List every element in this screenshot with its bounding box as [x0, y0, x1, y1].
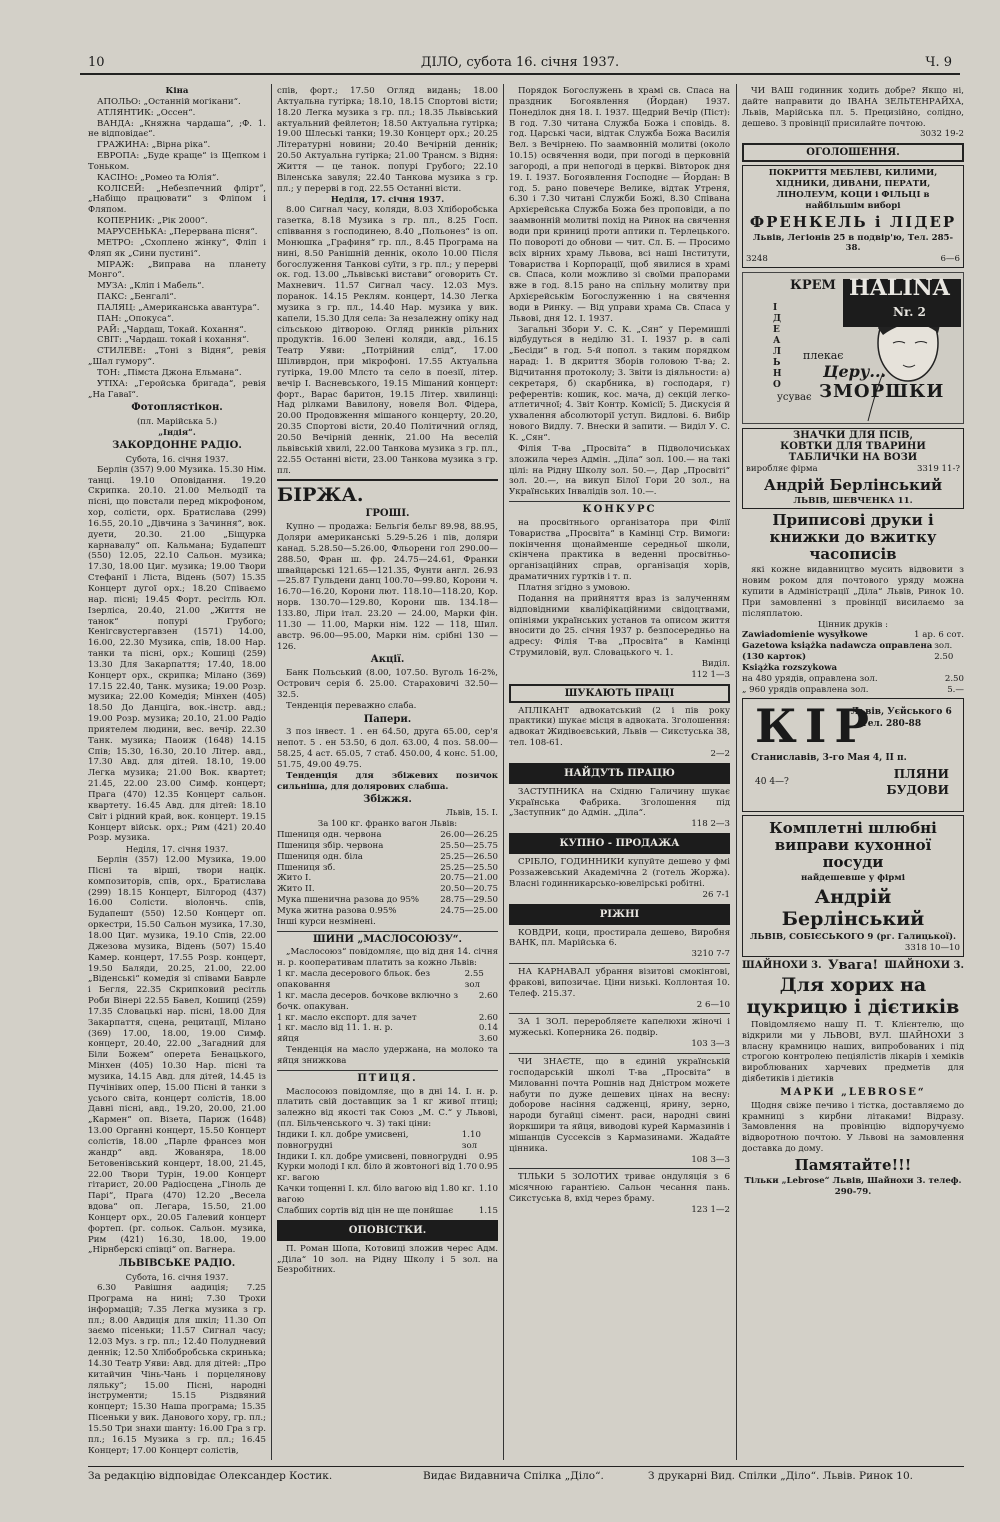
ad-headline: ЛІНОЛЕУМ, КОЦИ і ФІЛЬЦІ в найбільшім виборі	[776, 189, 930, 211]
column-2	[277, 86, 498, 1458]
cinema-entry: СВІТ: „Чардаш. токай і кохання“.	[97, 335, 250, 346]
cinema-entry: РАЙ: „Чардаш, Токай. Кохання“.	[97, 324, 247, 335]
table-row: Індики І. кл. добре умисвені, повногрудні 0.95	[277, 1151, 498, 1162]
forms-headline: Приписові друки і книжки до вжитку часописів	[769, 511, 937, 564]
publisher-line: Видає Видавнича Спілка „Діло“.	[423, 1470, 604, 1482]
cinema-entry: КАСІНО: „Ромео та Юлія“.	[97, 172, 219, 183]
furniture-ad	[742, 165, 964, 268]
contest-signature: Виділ.	[701, 658, 730, 669]
fotoplast-item: „Індія“.	[158, 427, 196, 438]
cinema-entry: ПАН: „Опокуса“.	[97, 313, 175, 324]
cinema-entry: МЕТРО: „Схоплено жінку“, Фліп і Фляп як „Сини пустині“.	[88, 237, 266, 259]
ad-code: 26 7-1	[702, 889, 730, 900]
classified-ad: НА КАРНАВАЛ убрання візитові смокінгові, фракові, випозичає. Ціни низькі. Коллонтая 10. Телеф. 215.37.	[509, 967, 730, 999]
cinema-entry: АТЛЯНТИК: „Оссен“.	[97, 107, 196, 118]
dog-tags-ad	[742, 428, 964, 509]
table-row: Мука пшенична разова до 95% 28.75—29.50	[277, 895, 498, 906]
contest-heading: КОНКУРС	[582, 504, 657, 516]
ad-headline: КОВТКИ ДЛЯ ТВАРИНИ	[780, 440, 926, 452]
ad-headline: ТАБЛИЧКИ НА ВОЗИ	[788, 451, 918, 463]
table-row: яйця 3.60	[277, 1034, 498, 1045]
table-row: 1 кг. масла десеров. бочкове включно з бочк. опакуван. 2.60	[277, 990, 498, 1012]
radio-program: Берлін (357) 9.00 Музика. 15.30 Нім. танці. 19.10 Оповідання. 19.20 Скрипка. 20.10. 21.00 Мельодії та пісні, що повстали перед мікрофоном, хор, солісти, орх. Братислава (299) 16.55, 20.10 „Дівчина з Зачиння“, вок. дуети, 20.30. 21.00 „Біщурка карнавалу“ оп. Кальмана; Будапешт (550) 12.05, 22.10 Сальон. музика; 17.30, 18.00 Циг. музика; 19.00 Твори Стефанії і Ліста, Відень (507) 15.35 Концерт дугої орх.; 18.20 Співаємо нар. пісні; 19.45 Форт. ресітль Юл. Ізерліса, 20.40, 21.00 „Життя не танок“ попурі Грубого; Кенігсвустергавзен (1571) 14.00, 16.00, 22.30 Музика, спів, 18.00 Нар. танки та пісні, орх.; Кошиці (259) 13.30 Для Закарпаття; 17.40, 18.00 Концерт орх., скрипка; Мілано (369) 17.15 22.40, Танк. музика; 19.00 Розр. музика; 22.00 Комедія; Мінхен (405) 18.50 До Данціга, вок.-інстр. авд.; 19.00 Розр. музика; 20.10, 21.00 Радіо приятелем людини, вес. вечір. 22.30 Танк. музика; Паоиж (1648) 14.15 Спів; 15.30, 16.30, 20.10 Літер. авд., 17.30 Авд. для дітей. 18.10, 19.00 Легка музика; 21.00 Вок. квартет; 21.45, 22.00 23.00 Симф. концерт; Прага (470) 12.35 Концерт сальон. квартету. 16.45 Авд. для дітей: 18.10 Світ і рідний край, вок. концерт. 19.15 Концерт військ. орх.; Рим (421) 20.40 Розр. музика.	[88, 464, 266, 844]
kip-tag: ПЛЯНИ	[893, 767, 949, 782]
table-row: Zawiadomienie wysyłkowe 1 ар. 6 сот.	[742, 630, 964, 641]
notices-heading: ОПОВІСТКИ.	[277, 1220, 498, 1241]
table-row: Gazetowa książka nadawcza оправлена (130 карток) зол. 2.50	[742, 641, 954, 663]
maslosoiuz-heading: ШИНИ „МАСЛОСОЮЗУ“.	[312, 933, 463, 945]
general-meeting: Загальні Збори У. С. К. „Сян“ у Перемишлі відбудуться в неділю 31. І. 1937 р. в салі „Бесіди“ в год. 5-й попол. з таким порядком нарад: 1. В дкриття Зборів головою Т-ва; 2. Відчитання протоколу; 3. Звіти із діяльности: а) секретаря, б) скарбника, в) господаря, г) референтів: кошик, кос. мача, д) секцій легко-атлетичної; 4. Звіт Контр. Комісії; 5. Дискусія й ухвалення абсолюторії уступ. Видлові. 6. Вибір нового Видлу. 7. Внески й запити. — Виділ У. С. К. „Сян“.	[509, 324, 730, 443]
classified-ad: ЗАСТУПНИКА на Східню Галичину шукає Українська Фабрика. Зголошення під „Заступник“ до Адмін. „Діла“.	[509, 786, 730, 819]
lebrose-text: Щодня свіже печиво і тістка, доставляємо до крамниці з кирбни літаками! Відразу. Замовлення на провінцію відпоручуємо відворотною почтою. У Львові на замовлення доставка до дому.	[742, 1100, 964, 1155]
price-list-heading: Цінник друків :	[818, 619, 888, 630]
ad-text: найдешевше у фірмі	[800, 873, 906, 884]
remember-headline: Памятайте!!!	[794, 1155, 912, 1174]
kip-address: Станиславів, 3-го Мая 4, ІІ п.	[751, 753, 907, 764]
buy-sell-heading: КУПНО - ПРОДАЖА	[509, 833, 730, 854]
ad-code: 112 1—3	[691, 669, 730, 680]
ad-code: 108 3—3	[691, 1154, 730, 1165]
cinema-heading: Кіна	[165, 86, 189, 96]
table-row: Слабших сортів від цін не ще понйшає 1.15	[277, 1205, 498, 1216]
butter-trend: Тенденція на масло удержана, на молоко та яйця знижкова	[277, 1045, 498, 1066]
papers-heading: Папери.	[363, 713, 412, 725]
table-row: Індики І. кл. добре умисвені, повногрудні 1.10 зол	[277, 1129, 481, 1151]
diabetics-text: Повідомляємо нашу П. Т. Клієнтелю, що відкрили ми у ЛЬВОВІ, ВУЛ. ШАЙНОХИ 3 власну крамницю наших, випробованих і під строгою контролею пеціялістів лікарів і хеміків вироблюваних харчевих предметів для діябетиків і дієтиків	[742, 1019, 964, 1085]
table-row: Жито ІІ. 20.50—20.75	[277, 884, 498, 895]
lebrose-address: ШАЙНОХИ 3.	[742, 960, 822, 971]
ad-code: 3248	[746, 254, 768, 265]
kip-address: Львів, Уєйського 6	[851, 707, 952, 718]
contest-text: Подання на прийняття враз із залученням відповідними кваліфікаційними свідоцтвами, опініями українських установ та описом життя вносити до 25. січня 1937 р. безпосередньо на адресу: Філія Т-ва „Просвіта“ в Камінці Струмиловій, вул. Словацького ч. 1.	[509, 593, 730, 659]
poultry-heading: ПТИЦЯ.	[357, 1072, 418, 1084]
table-row: Пшениця одн. червона 26.00—26.25	[277, 830, 498, 840]
classified-ad: КОВДРИ, коци, простирала дешево, Виробня ВАНК, пл. Марійська 6.	[509, 927, 730, 949]
column-rule	[736, 84, 737, 1460]
classified-ad: ТІЛЬКИ 5 ЗОЛОТИХ триває ондуляція з 6 місячною гарантією. Сальон чесання пань. Сикстуська 8, вхід через браму.	[509, 1172, 730, 1205]
poultry-text: Маслосоюз повідомляє, що в дні 14. І. н. р. платить свій доставщик за 1 кг живої птиці; залежно від якості так Союз „М. С.“ у Львові, (пл. Більченського ч. 3) такі ціни:	[277, 1086, 498, 1130]
cinema-entry: ГРАЖИНА: „Вірна ріка“.	[97, 140, 211, 151]
cinema-entry: ВАНДА: „Княжна чардаша“, ;Ф. 1. не відповідає“.	[88, 118, 266, 140]
firm-name: Андрій Берлінський	[763, 475, 943, 494]
grain-price-table	[277, 830, 498, 928]
ad-code: 2 6—10	[696, 999, 730, 1010]
ad-code: 6—6	[940, 254, 960, 265]
halina-text: Церу...	[823, 362, 887, 382]
divider	[277, 931, 498, 932]
prosvita-donation: Філія Т-ва „Просвіта“ в Підволочиськах зложила через Адмін. „Діла“ зол. 100.— на такі цілі: на Рідну Школу зол. 50.—, Дар „Просвіті“ зол. 20.—, на викуп Білої Гори 20 зол., на Українських Інвалідів зол. 10.—.	[509, 443, 730, 498]
column-4	[742, 86, 964, 1458]
ad-code: 40 4—?	[755, 777, 789, 788]
grain-subheading: За 100 кг. франко вагон Львів:	[317, 819, 458, 830]
ad-code: 3210 7-7	[691, 949, 730, 960]
table-row: на 480 урядів, оправлена зол. 2.50	[742, 673, 964, 684]
radio-date: Неділя, 17. січня 1937.	[125, 844, 229, 855]
cinema-entry: ПАКС: „Бенгалі“.	[97, 292, 177, 303]
cinema-entry: УТІХА: „Геройська бригада“, ревія „На Гаваї“.	[88, 378, 266, 400]
table-row: 1 кг. масла десерового бльок. без опаковання 2.55 зол	[277, 969, 484, 990]
job-offers-heading: НАЙДУТЬ ПРАЦЮ	[509, 763, 730, 784]
column-rule	[503, 84, 504, 1460]
halina-vertical-text: ІДЕАЛЬНО	[773, 303, 782, 391]
table-row: 1 кг. масло від 11. 1. н. р. 0.14	[277, 1023, 498, 1034]
radio-program: 6.30 Равішня аадиція; 7.25 Програма на нині; 7.30 Трохи інформацій; 7.35 Легка музика з гр. пл.; 8.00 Авдиція для шкіл; 11.30 Оп заємо пісеньки; 11.57 Сигнал часу; 12.03 Муз. з гр. пл.; 12.40 Полудневий деннік; 12.50 Хлібобробська скринька; 14.30 Театр Уяви: Авд. для дітей: „Про китайчин Чінь-Чань і порцелянову ляльку“; 15.00 Пісні, народні інструменти; 15.15 Різдвяний концерт; 15.30 Наша програма; 15.35 Пісеньки у вик. Данового хору, гр. пл.; 15.50 Три знахи шанту: 16.00 Гра з гр. пл.; 16.15 Музика з гр. пл.; 16.45 Концерт; 17.00 Концерт солістів,	[88, 1282, 266, 1456]
lebrose-banner	[742, 958, 964, 973]
forms-text: які кожне видавництво мусить відвовити з новим роком для почтового уряду можна купити в Адміністрації „Діла“ Львів, Ринок 10. При замовленні з провінції висилаємо за післяплатою.	[742, 565, 964, 619]
classified-ad: ЗА 1 ЗОЛ. переробляєте капелюхи жіночі і мужеські. Коперника 26. подвір.	[509, 1017, 730, 1039]
stocks-text: Банк Польський (8.00, 107.50. Вуголь 16-2%, Острович серія б. 25.00. Стараховичі 32.50—32.5.	[277, 668, 498, 700]
lebrose-brand: МАРКИ „LEBROSE“	[780, 1086, 926, 1098]
stocks-trend: Тенденція переважно слаба.	[286, 700, 417, 711]
cinema-entry: КОПЕРНИК: „Рік 2000“.	[97, 216, 208, 227]
halina-text: усуває	[777, 392, 812, 404]
poultry-price-table	[277, 1130, 498, 1217]
table-row: 1 кг. масло експорт. для зачет 2.60	[277, 1012, 498, 1023]
cinema-entry: ПАЛЯЦ: „Американська авантура“.	[97, 302, 260, 313]
cinema-list	[88, 97, 266, 401]
classified-ad: АПЛІКАНТ адвокатський (2 і пів року практики) шукає місця в адвоката. Зголошення: адвокат Жидівоєвський, Львів — Сикстуська 38, тел. 108-61.	[509, 705, 730, 749]
radio-program: 8.00 Сигнал часу, коляди, 8.03 Хліборобська газетка, 8.18 Музика з гр. пл., 8.25 Госп. співвання з господинею, 8.40 „Польонез“ із оп. Монюшка „Графиня“ гр. пл., 8.45 Програма на нині, 8.50 Ранішній деннік, около 10.00 Після богослуження Танкові суїти, з гр. пл.; у перерві ок. год. 13.00 „Львівські вистави“ оговорить Ст. Махневич. 11.57 Сигнал часу. 12.03 Муз. поранок. 14.15 Реклям. концерт, 14.30 Легка музика з гр. пл., 14.40 Нар. музика у вик. капели, 15.30 Для села: За незалежну опіку над сільською дітворою. Огляд ринків рільних продуктів. 16.00 Зелені коляди, авд., 16.15 Театр Уяви: „Потрійний слід“, 17.00 Шіливрдон, при мікрофоні. 17.55 Актуальна гутірка, 19.00 Млсто та село в поезії, літер. вечір І. Васневського, 19.15 Мішаний концерт: форт., Варас баритон, 19.15 Літер. хвилинці: Над рілками Вавилону, новеля Вол. Фідера, 20.00 Продовження мішаного концерту, 20.20, 20.35 Спортові вісти, 20.40 Політичний огляд, 20.50 Вечірній деннік, 21.00 На веселій львівській хвилі, 22.00 Танкова музика з гр. пл., 22.55 Останні вісти, 23.00 Танкова музика з гр. пл.	[277, 205, 498, 476]
masthead: ДІЛО, субота 16. січня 1937.	[420, 55, 620, 70]
firm-address: ЛЬВІВ, ШЕВЧЕНКА 11.	[793, 495, 913, 506]
column-1	[88, 86, 266, 1458]
ad-headline: Комплетні шлюбні виправи кухонної посуди	[769, 819, 937, 872]
halina-krem: КРЕМ	[790, 278, 836, 294]
divider	[509, 1053, 730, 1054]
currency-rates: Купно — продажа: Бельгія бельг 89.98, 88.95, Доляри американські 5.29-5.26 і пів, доляри канад. 5.28.50—5.26.00, Фльорени гол 290.00—288.50, Фран ш. фр. 24.75—24.61, Франки швайцарські 121.65—121.35, Фунти англ. 26.93—25.87 Гульдени данц 100.70—99.80, Корони ч. 16.70—16.20, Корони лют. 118.10—118.20, Кор. норв. 130.70—129.80, Корони шв. 134.18—133.80, Ліри італ. 23.20 — 24.00, Марки фін. 11.30 — 11.00, Марки нім. 122 — 118, Шил. австр. 96.00—95.00, Марки нім. срібні 130 — 126.	[277, 522, 498, 652]
table-row: Качки тощенні І. кл. біло вагою від 1.80 кг. вагою 1.10	[277, 1184, 498, 1205]
radio-date: Неділя, 17. січня 1937.	[330, 194, 445, 205]
halina-number: Nr. 2	[893, 305, 926, 320]
ad-code: 3319 11-?	[916, 463, 960, 474]
advertisements-heading: ОГОЛОШЕННЯ.	[742, 143, 964, 162]
cinema-entry: СТИЛЕВЕ: „Тоні з Відня“, ревія „Шал гумору“.	[88, 346, 266, 368]
page-footer	[88, 1466, 964, 1485]
radio-program: спів, форт.; 17.50 Огляд видань; 18.00 Актуальна гутірка; 18.10, 18.15 Спортові вісти; 18.20 Легка музика з гр. пл.; 18.35 Львівський актуальний фейлетон; 18.50 Актуальна гутірка; 19.00 Шлеські танки; 19.30 Концерт орх.; 20.25 Літературні новини; 20.40 Вечірній деннік; 20.50 Актуальна гутірка; 21.00 Транcм. з Відня: Життя — це танок. попурі Грубого; 22.10 Віленська завуля; 22.40 Танкова музика з гр. пл.; у перерві в год. 22.55 Останні вісти.	[277, 86, 498, 194]
fotoplast-address: (пл. Марійська 5.)	[136, 416, 218, 427]
table-row: Książka rozszykowa	[742, 662, 838, 673]
kitchenware-ad	[742, 815, 964, 957]
divider	[509, 1013, 730, 1014]
ad-code: 3318 10—10	[904, 943, 960, 954]
papers-text: 3 поз інвест. 1 . ен 64.50, друга 65.00, сер'я непот. 5 . ен 53.50, 6 дол. 63.00, 4 поз. 58.00—58.25, 4 аст. 65.05, 7 стаб. 450.00, 4 конс. 51.00, 51.75, 49.00 49.75.	[277, 727, 498, 770]
seeking-work-heading: ШУКАЮТЬ ПРАЦІ	[509, 684, 730, 703]
misc-heading: РІЖНІ	[509, 904, 730, 925]
issue-number: Ч. 9	[925, 55, 952, 70]
ad-code: 2—2	[710, 748, 730, 759]
maslosoiuz-text: „Маслосоюз“ повідомляє, що від дня 14. січня н. р. кооперативам платить за кожно Львів:	[277, 947, 498, 969]
radio-program: Берлін (357) 12.00 Музика, 19.00 Пісні та вірші, твори націк. композиторів, спів, орх., Братислава (299) 18.15 Концерт, Білгород (437) 16.00 Солісти. віолончь. спів, Будапешт (550) 12.50 Концерт оп. оркестри, 15.50 Сальон музика, 17.30, 18.00 Циг. музика, 19.10 Спів, 22.00 Джезова музика, Відень (507) 15.40 Камер. концерт, 17.55 Розр. концерт, 19.50 Баляди, 20.25, 21.00, 22.00 „Віденські“ комедія зі співами Баврле і Бегля, 22.35 Скрипковий ресітль Роби Вінері 22.55 Бавел, Кошиці (259) 17.35 Словацькі нар. пісні, 18.00 Для Закарпаття, сцена, рецитації, Мілано (369) 17.00, 18.00, 19.00 Симф. концерт, 20.40, 22.00 „Загадний для Біли Божем“ оперета Бенацького, Мінхен (405) 10.30 Нар. пісні та музика, 14.15 Авд. для дітей, 14.45 із Пучінівих опер, 15.00 Пісні й танки з усього світа, концерт солістів, 18.00 Давні пісні, авд., 19.20, 20.00, 21.00 „Кармен“ оп. Візета, Париж (1648) 13.00 Органні концерт, 15.50 Концерт солістів, 18.00 „Парле франсез мон жандр“ авд. Жованяра, 18.00 Бетовенівський концерт, 18.00, 21.45, 22.00 Твори Турін, 19.00 Концерт гітарист, 20.00 Радіосцена „Гіноль де Парі“, Прага (470) 12.20 „Весела вдова“ оп. Легара, 15.50, 21.00 Концерт орх., 20.05 Галевий концерт фортеп. (рг. сольок. Сальон. музика, Рим (421) 16.30, 18.00, 19.00 „Нірнберскі співці“ оп. Вагнера.	[88, 855, 266, 1256]
lebrose-contact: Тільки „Lebrose“ Львів, Шайнохи 3. телеф. 290-79.	[744, 1175, 962, 1197]
exchange-heading: БІРЖА.	[277, 484, 364, 507]
page-header	[80, 55, 960, 75]
kip-phone: Тел. 280-88	[861, 719, 922, 730]
table-row: „ 960 урядів оправлена зол. 5.—	[742, 684, 964, 695]
firm-address: ЛЬВІВ, СОБІЄСЬКОГО 9 (рг. Галицької).	[749, 932, 957, 943]
divider	[509, 1168, 730, 1169]
firm-address: Львів, Легіонів 25 в подвір'ю, Тел. 285-38.	[752, 232, 954, 254]
ad-code: 103 3—3	[691, 1039, 730, 1050]
table-row: Пшениця збір. червона 25.50—25.75	[277, 840, 498, 851]
lebrose-attention: Увага!	[827, 958, 879, 973]
firm-name: Андрій Берлінський	[781, 886, 925, 931]
page-number: 10	[88, 55, 105, 70]
lebrose-address: ШАЙНОХИ 3.	[884, 960, 964, 971]
ad-code: 118 2—3	[691, 819, 730, 830]
fotoplast-heading: Фотоплястікон.	[131, 402, 223, 414]
cinema-entry: МАРУСЕНЬКА: „Перервана пісня“.	[97, 226, 258, 237]
firm-name: ФРЕНКЕЛЬ і ЛІДЕР	[749, 212, 957, 231]
ad-subline	[746, 464, 960, 475]
currency-heading: ГРОШІ.	[365, 508, 410, 520]
ad-code: 123 1—2	[691, 1204, 730, 1215]
halina-text: ЗМОРШКИ	[819, 381, 945, 403]
table-row: Курки молоді І кл. біло й жовтоногі від 1.70 кг. вагою 0.95	[277, 1162, 498, 1184]
cinema-entry: МІРАЖ: „Виправа на планету Монго“.	[88, 259, 266, 281]
ad-headline: ЗНАЧКИ ДЛЯ ПСІВ,	[792, 430, 913, 442]
kip-ad	[742, 698, 964, 812]
column-rule	[271, 84, 272, 1460]
table-row: Мука житна разова 0.95% 24.75—25.00	[277, 905, 498, 916]
ad-headline: ПОКРИТТЯ МЕБЛЕВІ, КИЛИМИ, ХІДНИКИ, ДИВАНИ, ПЕРАТИ,	[768, 168, 938, 190]
kip-logo: КІР	[755, 699, 877, 754]
diabetics-headline: Для хорих на цукрицю і дієтиків	[746, 973, 960, 1018]
table-row: Жито I. 20.75—21.00	[277, 873, 498, 884]
foreign-radio-heading: ЗАКОРДОННЕ РАДІО.	[112, 440, 242, 451]
butter-price-table	[277, 969, 498, 1045]
grain-place: Львів, 15. I.	[445, 808, 498, 819]
halina-text: плекає	[803, 349, 844, 363]
divider	[277, 479, 498, 481]
column-3	[509, 86, 730, 1458]
cinema-entry: ЕВРОПА: „Буде краще“ із Щепком і Тоньком.	[88, 151, 266, 172]
kip-tag: БУДОВИ	[886, 783, 949, 798]
table-row: Інші курси незмінені.	[277, 916, 376, 927]
cinema-entry: МУЗА: „Кліп і Мабель“.	[97, 281, 205, 292]
halina-cream-ad	[742, 272, 964, 424]
grain-heading: Збіжжя.	[363, 794, 412, 806]
contest-text: Платня згідно з умовою.	[518, 582, 631, 593]
cinema-entry: ТОН: „Пімста Джона Ельмана“.	[97, 367, 242, 378]
radio-date: Субота, 16. січня 1937.	[125, 453, 229, 464]
ad-code: 3032 19-2	[920, 129, 964, 140]
church-schedule: Порядок Богослужень в храмі св. Спаса на праздник Богоявлення (Йордан) 1937. Понеділок дня 18. І. 1937. Щедрий Вечір (Піст): В год. 7.30 читана Служба Божа і сповідь. 8. год. Царські часи, відтак Служба Божа Василія Вел. з Вечірнею. По заамвонній молитві (около 10.15) освячення води, при погоді в церковній загороді, а при непогоді в церкві. Вівторок дня 19. І. 1937. Богоявлення Господнє — Йордан: В год. 5. рано повечерє Велике, відтак Утреня, 6.30 і 7.30 читані Служби Божі, 8.30 Співана Архієрейська Служба Божа без проповіди, а по заамвонній молитві похід на Ринок на свячення води при криниці проти аптики п. Терлецького. По повороті до обнови — чит. Сл. Б. — Просимо всіх вірних храму Львова, всі наші Інститути, Товариства і Корпорації, щоб явилися в храмі св. Спаса, коли можливо зі своїми прапорами вже в год. 8.15 рано на спільну молитву при Архієрейськім Богослуженню і на свячення води в Ринку. — Від управи храма Св. Спаса у Львові, дня 12. І. 1937.	[509, 86, 730, 324]
classified-ad: СРІБЛО, ГОДИННИКИ купуйте дешево у фмі Роззажевський Академічна 2 (готель Жоржа). Власні годинникарсько-ювелірські робітні.	[509, 857, 730, 889]
contest-text: на просвітнього організатора при Філії Товариства „Просвіта“ в Камінці Стр. Вимоги: покінчення щонайменше середньої школи, скінчена практика в веденні просвітньо-організаційних справ, організація хорів, драматичних гуртків і т. п.	[509, 517, 730, 583]
cinema-entry: АПОЛЬО: „Останній могікани“.	[97, 96, 241, 107]
printer-line: З друкарні Вид. Спілки „Діло“. Львів. Ринок 10.	[648, 1470, 913, 1482]
table-row: Пшениця зб. 25.25—25.50	[277, 862, 498, 873]
lviv-radio-heading: ЛЬВІВСЬКЕ РАДІО.	[118, 1258, 236, 1270]
ad-text: виробляє фірма	[746, 463, 818, 474]
stocks-heading: Акції.	[370, 654, 405, 666]
divider	[509, 963, 730, 964]
table-row: Пшениця одн. біла 25.25—26.50	[277, 851, 498, 862]
papers-trend: Тенденція для збіжевих позичок сильніша, для долярових слабша.	[277, 770, 498, 792]
cinema-entry: КОЛІСЕЙ: „Небезпечний фліртˮ, „Набіщо працювати“ з Фліпом і Фляпом.	[88, 183, 266, 216]
ad-codes	[746, 254, 960, 265]
divider	[509, 501, 730, 502]
radio-date: Субота, 16. січня 1937.	[125, 1272, 229, 1283]
classified-ad: ЧИ ЗНАЄТЕ, що в єдиній українській господарській школі Т-ва „Просвіта“ в Милованні почта Рошнів над Дністром можете набути по дуже дешевих цінах на весну: доборове насіння садженці, ярину, зерно, народи бугайці сімент. раси, народні свині йоркшири та яйця, виводові курей Кармазинів і мішанців Суссексів з Кармазинами. Жадайте цінника.	[509, 1056, 730, 1154]
halina-brand: HALINA	[849, 275, 950, 302]
editor-line: За редакцію відповідає Олександер Костик.	[88, 1470, 333, 1482]
forms-price-table	[742, 630, 964, 695]
notice-text: П. Роман Шопа, Котовиці зложив черес Адм. „Діла“ 10 зол. на Рідну Школу і 5 зол. на Безробітних.	[277, 1243, 498, 1276]
watch-repair-ad: ЧИ ВАШ годинник ходить добре? Якщо ні, дайте направити до ІВАНА ЗЕЛЬТЕНРАЙХА, Львів, Марійська пл. 5. Прецизійно, солідно, дешево. З провінції присилайте почтою.	[742, 86, 964, 129]
divider	[277, 1070, 498, 1071]
